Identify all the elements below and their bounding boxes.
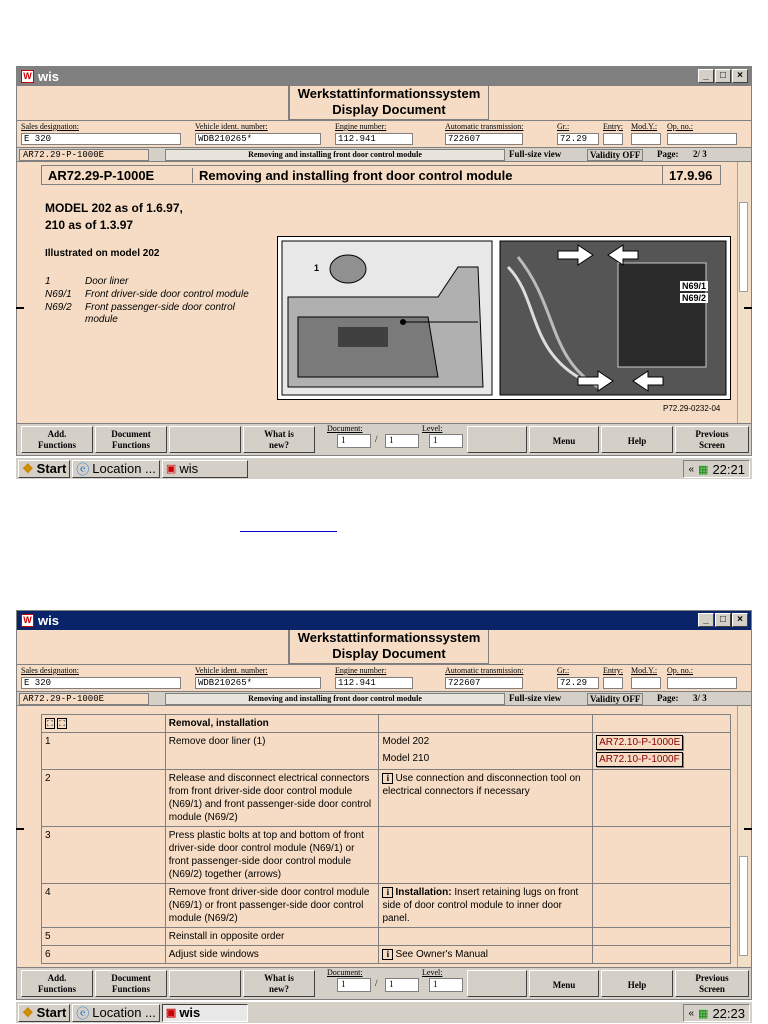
- document-code: AR72.29-P-1000E: [19, 693, 149, 705]
- gr-label: Gr.:: [557, 122, 570, 131]
- taskbar-2: [16, 1001, 752, 1023]
- legend: [45, 276, 255, 326]
- legend-item: N69/1 Front driver-side door control module: [45, 289, 249, 300]
- wis-app-icon: ▣: [165, 1007, 177, 1019]
- level-field[interactable]: 1: [429, 434, 463, 448]
- info-icon[interactable]: i: [382, 949, 393, 960]
- sales-designation-field[interactable]: E 320: [21, 133, 181, 145]
- side-marker: [744, 828, 752, 830]
- function-button-bar: Add. Functions Document Functions What is new? Document: 1 / 1 Level: 1 Menu Help Previous Screen: [17, 423, 751, 455]
- sales-designation-label: Sales designation:: [21, 122, 79, 131]
- help-button[interactable]: Help: [601, 426, 673, 453]
- full-size-view-button[interactable]: Full-size view: [509, 693, 562, 703]
- table-row: 1 Remove door liner (1) Model 202 Model 210 AR72.10-P-1000EAR72.10-P-1000F: [42, 733, 731, 770]
- level-label: Level:: [422, 968, 443, 977]
- windows-flag-icon: ❖: [22, 460, 34, 476]
- door-module-illustration: [278, 237, 730, 399]
- display-document-title: Display Document: [332, 646, 446, 661]
- help-button[interactable]: Help: [601, 970, 673, 997]
- ie-icon: ⓔ: [76, 462, 90, 477]
- whats-new-button[interactable]: What is new?: [243, 970, 315, 997]
- document-date: 17.9.96: [662, 166, 712, 184]
- full-size-view-button[interactable]: Full-size view: [509, 149, 562, 159]
- validity-toggle[interactable]: Validity OFF: [587, 149, 643, 161]
- info-icon[interactable]: i: [382, 773, 393, 784]
- wis-window-2: [16, 610, 752, 1000]
- minimize-button[interactable]: _: [698, 613, 714, 627]
- title-bar[interactable]: [17, 611, 751, 630]
- taskbar-location[interactable]: ⓔ Location ...: [72, 1004, 160, 1022]
- system-tray: [683, 1004, 750, 1022]
- page-value: 3/ 3: [693, 693, 707, 703]
- system-tray: [683, 460, 750, 478]
- blank-button[interactable]: [169, 426, 241, 453]
- legend-item: N69/2 Front passenger-side door control module: [45, 302, 235, 325]
- vin-field[interactable]: WDB210265*: [195, 677, 321, 689]
- figure-label-1: 1: [314, 263, 320, 273]
- document-label: Document:: [327, 968, 363, 977]
- app-header: [17, 86, 751, 120]
- document-functions-button[interactable]: Document Functions: [95, 970, 167, 997]
- network-icon[interactable]: ▦: [698, 1007, 709, 1020]
- opno-label: Op. no.:: [667, 666, 693, 675]
- opno-field[interactable]: [667, 677, 737, 689]
- entry-field[interactable]: [603, 677, 623, 689]
- blank-button[interactable]: [467, 970, 527, 997]
- wis-app-icon: W: [21, 614, 34, 627]
- cross-reference-link[interactable]: AR72.10-P-1000F: [596, 752, 683, 767]
- close-button[interactable]: ×: [732, 69, 748, 83]
- document-field[interactable]: 1: [337, 434, 371, 448]
- figure-label-n691: N69/1: [682, 281, 707, 291]
- tray-expand-icon[interactable]: «: [688, 463, 695, 475]
- menu-button[interactable]: Menu: [529, 970, 599, 997]
- taskbar-wis[interactable]: ▣ wis: [162, 460, 248, 478]
- sales-designation-label: Sales designation:: [21, 666, 79, 675]
- illustrated-note: Illustrated on model 202: [45, 248, 160, 259]
- document-content: [17, 705, 751, 967]
- document-heading: Removing and installing front door control module: [192, 168, 512, 183]
- table-row: 3 Press plastic bolts at top and bottom of front driver-side door control module (N69/1) or front passenger-side door control module (N69/2) together (arrows): [42, 827, 731, 884]
- table-row: 4 Remove front driver-side door control module (N69/1) or front passenger-side door control module (N69/2) i Installation: Insert retaining lugs on front side of door control module to inner door panel.: [42, 884, 731, 928]
- mody-field[interactable]: [631, 677, 661, 689]
- auto-trans-label: Automatic transmission:: [445, 666, 524, 675]
- close-button[interactable]: ×: [732, 613, 748, 627]
- whats-new-button[interactable]: What is new?: [243, 426, 315, 453]
- mody-field[interactable]: [631, 133, 661, 145]
- vehicle-info-bar: [17, 664, 751, 691]
- scroll-thumb[interactable]: [739, 856, 748, 956]
- document-strip: [17, 691, 751, 705]
- opno-field[interactable]: [667, 133, 737, 145]
- window-title: wis: [38, 69, 59, 84]
- side-marker: [16, 307, 24, 309]
- figure-reference: P72.29-0232-04: [663, 404, 721, 413]
- sales-designation-field[interactable]: E 320: [21, 677, 181, 689]
- opno-label: Op. no.:: [667, 122, 693, 131]
- page-label: Page:: [657, 693, 679, 703]
- table-row: 5 Reinstall in opposite order: [42, 928, 731, 946]
- auto-trans-label: Automatic transmission:: [445, 122, 524, 131]
- maximize-button[interactable]: □: [715, 69, 731, 83]
- network-icon[interactable]: ▦: [698, 463, 709, 476]
- document-title-strip: Removing and installing front door control module: [165, 149, 505, 161]
- vin-label: Vehicle ident. number:: [195, 666, 268, 675]
- document-total-field[interactable]: 1: [385, 978, 419, 992]
- document-title-strip: Removing and installing front door control module: [165, 693, 505, 705]
- entry-label: Entry:: [603, 666, 623, 675]
- mody-label: Mod.Y.:: [631, 666, 658, 675]
- vertical-scrollbar[interactable]: [737, 162, 749, 423]
- taskbar-1: [16, 457, 752, 479]
- gr-label: Gr.:: [557, 666, 570, 675]
- legend-item: 1 Door liner: [45, 276, 129, 287]
- vehicle-info-bar: [17, 120, 751, 147]
- entry-field[interactable]: [603, 133, 623, 145]
- engine-label: Engine number:: [335, 122, 387, 131]
- minimize-button[interactable]: _: [698, 69, 714, 83]
- engine-field[interactable]: 112.941: [335, 677, 413, 689]
- side-marker: [16, 828, 24, 830]
- add-functions-button[interactable]: Add. Functions: [21, 426, 93, 453]
- mody-label: Mod.Y.:: [631, 122, 658, 131]
- vertical-scrollbar[interactable]: [737, 706, 749, 967]
- display-document-title: Display Document: [332, 102, 446, 117]
- document-field[interactable]: 1: [337, 978, 371, 992]
- taskbar-wis[interactable]: ▣ wis: [162, 1004, 248, 1022]
- hyperlink-underline[interactable]: [240, 531, 337, 532]
- cross-reference-link[interactable]: AR72.10-P-1000E: [596, 735, 683, 750]
- table-header: Removal, installation: [165, 715, 379, 733]
- model-line-1: MODEL 202 as of 1.6.97,: [45, 201, 183, 215]
- vin-field[interactable]: WDB210265*: [195, 133, 321, 145]
- level-field[interactable]: 1: [429, 978, 463, 992]
- maximize-button[interactable]: □: [715, 613, 731, 627]
- gr-field[interactable]: 72.29: [557, 133, 599, 145]
- validity-toggle[interactable]: Validity OFF: [587, 693, 643, 705]
- clock: 22:21: [712, 461, 745, 477]
- entry-label: Entry:: [603, 122, 623, 131]
- document-heading-bar: [41, 165, 721, 185]
- tray-expand-icon[interactable]: «: [688, 1007, 695, 1019]
- table-header-row: [42, 715, 731, 733]
- document-label: Document:: [327, 424, 363, 433]
- ie-icon: ⓔ: [76, 1006, 90, 1021]
- blank-button[interactable]: [169, 970, 241, 997]
- start-button[interactable]: ❖ Start: [18, 1004, 70, 1022]
- model-line-2: 210 as of 1.3.97: [45, 218, 134, 232]
- app-name: Werkstattinformationssystem: [297, 630, 481, 645]
- vin-label: Vehicle ident. number:: [195, 122, 268, 131]
- collapse-icon[interactable]: ⛶: [59, 719, 65, 728]
- engine-field[interactable]: 112.941: [335, 133, 413, 145]
- table-row: 6 Adjust side windows i See Owner's Manual: [42, 946, 731, 964]
- document-heading-code: AR72.29-P-1000E: [48, 168, 155, 183]
- scroll-thumb[interactable]: [739, 202, 748, 292]
- steps-table: [41, 714, 731, 964]
- window-title: wis: [38, 613, 59, 628]
- clock: 22:23: [712, 1005, 745, 1021]
- engine-label: Engine number:: [335, 666, 387, 675]
- info-icon[interactable]: i: [382, 887, 393, 898]
- level-label: Level:: [422, 424, 443, 433]
- title-bar[interactable]: [17, 67, 751, 86]
- app-name: Werkstattinformationssystem: [297, 86, 481, 101]
- expand-icon[interactable]: ⛶: [47, 719, 53, 728]
- windows-flag-icon: ❖: [22, 1004, 34, 1020]
- auto-trans-field[interactable]: 722607: [445, 133, 523, 145]
- start-button[interactable]: ❖ Start: [18, 460, 70, 478]
- app-header: [17, 630, 751, 664]
- function-button-bar: Add. Functions Document Functions What is new? Document: 1 / 1 Level: 1 Menu Help Previous Screen: [17, 967, 751, 999]
- page-label: Page:: [657, 149, 679, 159]
- document-code: AR72.29-P-1000E: [19, 149, 149, 161]
- add-functions-button[interactable]: Add. Functions: [21, 970, 93, 997]
- side-marker: [744, 307, 752, 309]
- table-row: 2 Release and disconnect electrical connectors from front driver-side door control module (N69/1) and front passenger-side door control module (N69/2) i Use connection and disconnection tool on electrical connectors if necessary: [42, 770, 731, 827]
- auto-trans-field[interactable]: 722607: [445, 677, 523, 689]
- gr-field[interactable]: 72.29: [557, 677, 599, 689]
- document-functions-button[interactable]: Document Functions: [95, 426, 167, 453]
- previous-screen-button[interactable]: Previous Screen: [675, 970, 749, 997]
- illustration-figure: [277, 236, 731, 400]
- figure-label-n692: N69/2: [682, 293, 707, 303]
- blank-button[interactable]: [467, 426, 527, 453]
- previous-screen-button[interactable]: Previous Screen: [675, 426, 749, 453]
- wis-app-icon: ▣: [165, 463, 177, 475]
- document-total-field[interactable]: 1: [385, 434, 419, 448]
- wis-window-1: [16, 66, 752, 456]
- wis-app-icon: W: [21, 70, 34, 83]
- document-strip: [17, 147, 751, 161]
- document-content: [17, 161, 751, 423]
- page-value: 2/ 3: [693, 149, 707, 159]
- menu-button[interactable]: Menu: [529, 426, 599, 453]
- taskbar-location[interactable]: ⓔ Location ...: [72, 460, 160, 478]
